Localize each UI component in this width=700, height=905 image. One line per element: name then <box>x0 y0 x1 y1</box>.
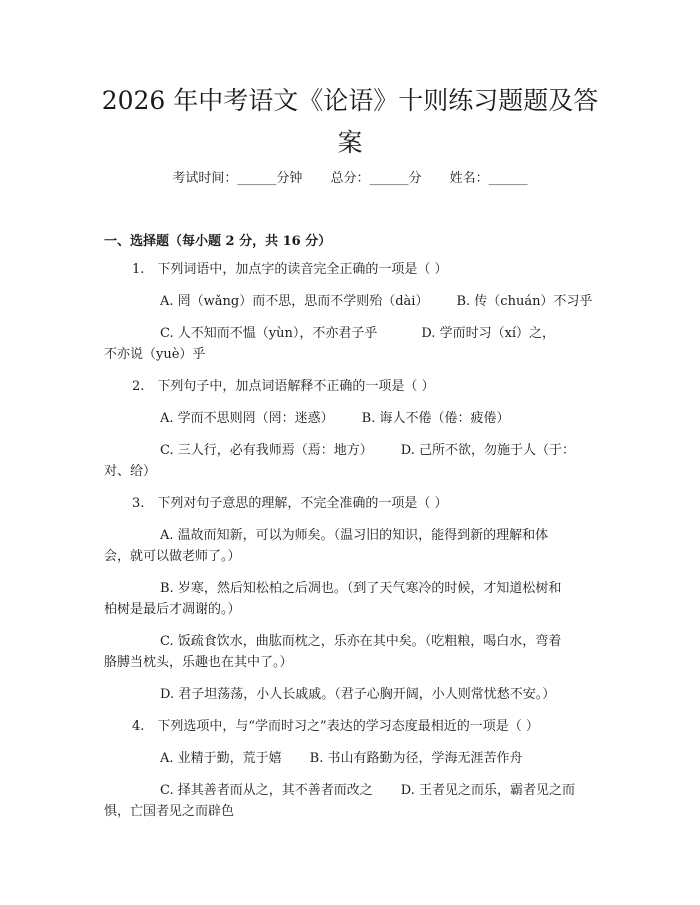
question-2-options-cd <box>160 442 575 460</box>
question-2-stem: 2. 下列句子中，加点词语解释不正确的一项是（ ） <box>132 379 435 394</box>
question-3-option-a: A. 温故而知新，可以为师矣。（温习旧的知识，能得到新的理解和体 <box>160 528 549 543</box>
question-4-option-d: D. 王者见之而乐，霸者见之而 <box>400 783 575 798</box>
question-2-option-c: C. 三人行，必有我师焉（焉：地方） <box>160 443 373 458</box>
question-3-option-a-cont: 会，就可以做老师了。） <box>104 549 241 564</box>
student-name: 姓名：______ <box>449 171 528 186</box>
question-4-options-ab <box>160 750 522 768</box>
question-1-option-a: A. 罔（wǎng）而不思，思而不学则殆（dài） <box>160 294 429 309</box>
question-4-option-c: C. 择其善者而从之，其不善者而改之 <box>160 783 373 798</box>
exam-time: 考试时间：______分钟 <box>172 171 303 186</box>
question-2-option-b: B. 诲人不倦（倦：疲倦） <box>361 411 510 426</box>
exam-score: 总分：______分 <box>330 171 422 186</box>
question-1-options-cd <box>160 325 555 343</box>
question-1-stem: 1. 下列词语中，加点字的读音完全正确的一项是（ ） <box>132 262 448 277</box>
exam-meta <box>0 167 700 186</box>
question-3-option-c: C. 饭疏食饮水，曲肱而枕之，乐亦在其中矣。（吃粗粮，喝白水，弯着 <box>160 634 562 649</box>
question-3-option-b: B. 岁寒，然后知松柏之后凋也。（到了天气寒冷的时候，才知道松树和 <box>160 581 562 596</box>
question-2-option-a: A. 学而不思则罔（罔：迷惑） <box>160 411 334 426</box>
title-line-2: 案 <box>337 128 363 157</box>
question-3-stem: 3. 下列对句子意思的理解，不完全准确的一项是（ ） <box>132 496 448 511</box>
section-heading: 一、选择题（每小题 2 分，共 16 分） <box>104 234 332 249</box>
question-4-options-cd <box>160 782 575 800</box>
question-4-option-a: A. 业精于勤，荒于嬉 <box>160 751 282 766</box>
question-3-option-b-cont: 柏树是最后才凋谢的。） <box>104 602 241 617</box>
question-4-option-b: B. 书山有路勤为径，学海无涯苦作舟 <box>309 751 523 766</box>
question-3-option-c-cont: 胳膊当枕头，乐趣也在其中了。） <box>104 655 293 670</box>
question-4-stem: 4. 下列选项中，与“学而时习之”表达的学习态度最相近的一项是（ ） <box>132 719 539 734</box>
title-line-1: 2026 年中考语文《论语》十则练习题题及答 <box>101 86 599 115</box>
question-2-option-d-cont: 对、给） <box>104 464 157 479</box>
question-3-option-d: D. 君子坦荡荡，小人长戚戚。（君子心胸开阔，小人则常忧愁不安。） <box>160 687 556 702</box>
question-2-options-ab <box>160 410 509 428</box>
question-1-option-d-cont: 不亦说（yuè）乎 <box>104 347 206 362</box>
question-4-option-d-cont: 惧，亡国者见之而辟色 <box>104 804 235 819</box>
document-title <box>95 80 605 164</box>
question-1-option-c: C. 人不知而不愠（yùn），不亦君子乎 <box>160 326 378 341</box>
question-1-option-d: D. 学而时习（xí）之， <box>421 326 556 341</box>
question-2-option-d: D. 己所不欲，勿施于人（于： <box>400 443 575 458</box>
question-1-options-ab <box>160 293 592 311</box>
question-1-option-b: B. 传（chuán）不习乎 <box>456 294 593 309</box>
